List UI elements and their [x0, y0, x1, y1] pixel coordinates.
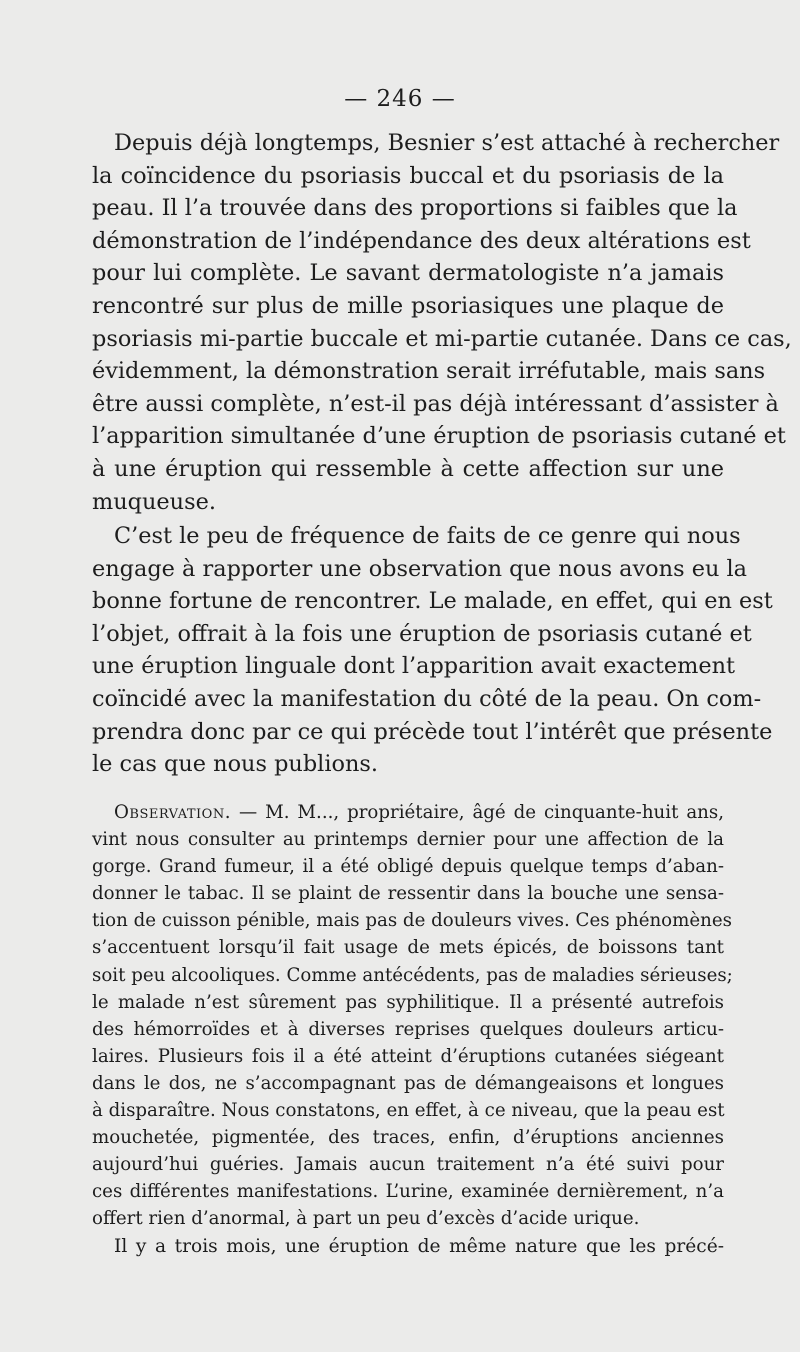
text-line: tion de cuisson pénible, mais pas de douleurs vives. Ces phénomènes: [92, 910, 732, 932]
text-line: être aussi complète, n’est-il pas déjà intéressant d’assister à: [92, 390, 779, 417]
final-paragraph: [92, 1232, 724, 1262]
text-line: le cas que nous publions.: [92, 751, 378, 778]
text-line: bonne fortune de rencontrer. Le malade, en effet, qui en est: [92, 588, 773, 615]
text-line: à une éruption qui ressemble à cette affection sur une: [92, 455, 724, 482]
text-line: donner le tabac. Il se plaint de ressentir dans la bouche une sensa-: [92, 883, 724, 905]
text-line: dans le dos, ne s’accompagnant pas de démangeaisons et longues: [92, 1072, 724, 1094]
text-line: C’est le peu de fréquence de faits de ce genre qui nous: [114, 523, 741, 549]
text-line: pour lui complète. Le savant dermatologiste n’a jamais: [92, 260, 724, 287]
text-line: l’apparition simultanée d’une éruption de psoriasis cutané et: [92, 423, 786, 450]
text-line: soit peu alcooliques. Comme antécédents, pas de maladies sérieuses;: [92, 964, 733, 986]
paragraph-1: [92, 127, 792, 518]
observation-first-line-text: — M. M..., propriétaire, âgé de cinquante-huit ans,: [231, 802, 724, 823]
text-line: démonstration de l’indépendance des deux altérations est: [92, 227, 751, 254]
text-line: la coïncidence du psoriasis buccal et du psoriasis de la: [92, 162, 724, 189]
text-line: laires. Plusieurs fois il a été atteint d’éruptions cutanées siégeant: [92, 1045, 724, 1067]
text-line: aujourd’hui guéries. Jamais aucun traitement n’a été suivi pour: [92, 1154, 724, 1176]
observation-heading: Observation.: [114, 802, 231, 823]
text-line: rencontré sur plus de mille psoriasiques une plaque de: [92, 292, 724, 319]
observation-section: [92, 799, 733, 1233]
text-line: gorge. Grand fumeur, il a été obligé depuis quelque temps d’aban-: [92, 856, 724, 878]
text-line: mouchetée, pigmentée, des traces, enfin, d’éruptions anciennes: [92, 1127, 724, 1149]
text-line: peau. Il l’a trouvée dans des proportions si faibles que la: [92, 195, 738, 222]
text-line: ces différentes manifestations. L’urine, examinée dernièrement, n’a: [92, 1181, 724, 1203]
text-line: une éruption linguale dont l’apparition avait exactement: [92, 653, 736, 680]
text-line: à disparaître. Nous constatons, en effet, à ce niveau, que la peau est: [92, 1100, 725, 1122]
text-line: psoriasis mi-partie buccale et mi-partie cutanée. Dans ce cas,: [92, 325, 792, 352]
text-line: le malade n’est sûrement pas syphilitique. Il a présenté autrefois: [92, 991, 724, 1013]
text-line: prendra donc par ce qui précède tout l’intérêt que présente: [92, 718, 773, 745]
text-line: s’accentuent lorsqu’il fait usage de mets épicés, de boissons tant: [92, 937, 724, 959]
text-line: des hémorroïdes et à diverses reprises quelques douleurs articu-: [92, 1018, 724, 1040]
text-line: l’objet, offrait à la fois une éruption de psoriasis cutané et: [92, 620, 752, 647]
text-line: offert rien d’anormal, à part un peu d’excès d’acide urique.: [92, 1208, 640, 1230]
page-number: — 246 —: [344, 86, 456, 112]
text-line: coïncidé avec la manifestation du côté de la peau. On com-: [92, 685, 762, 712]
text-line: évidemment, la démonstration serait irréfutable, mais sans: [92, 358, 766, 385]
text-line: muqueuse.: [92, 488, 216, 515]
text-line: Il y a trois mois, une éruption de même nature que les précé-: [114, 1236, 724, 1257]
observation-first-line: [92, 799, 724, 826]
paragraph-2: [92, 520, 773, 781]
text-line: Depuis déjà longtemps, Besnier s’est attaché à rechercher: [114, 130, 780, 156]
text-line: vint nous consulter au printemps dernier pour une affection de la: [92, 829, 724, 851]
text-line: engage à rapporter une observation que nous avons eu la: [92, 555, 747, 582]
